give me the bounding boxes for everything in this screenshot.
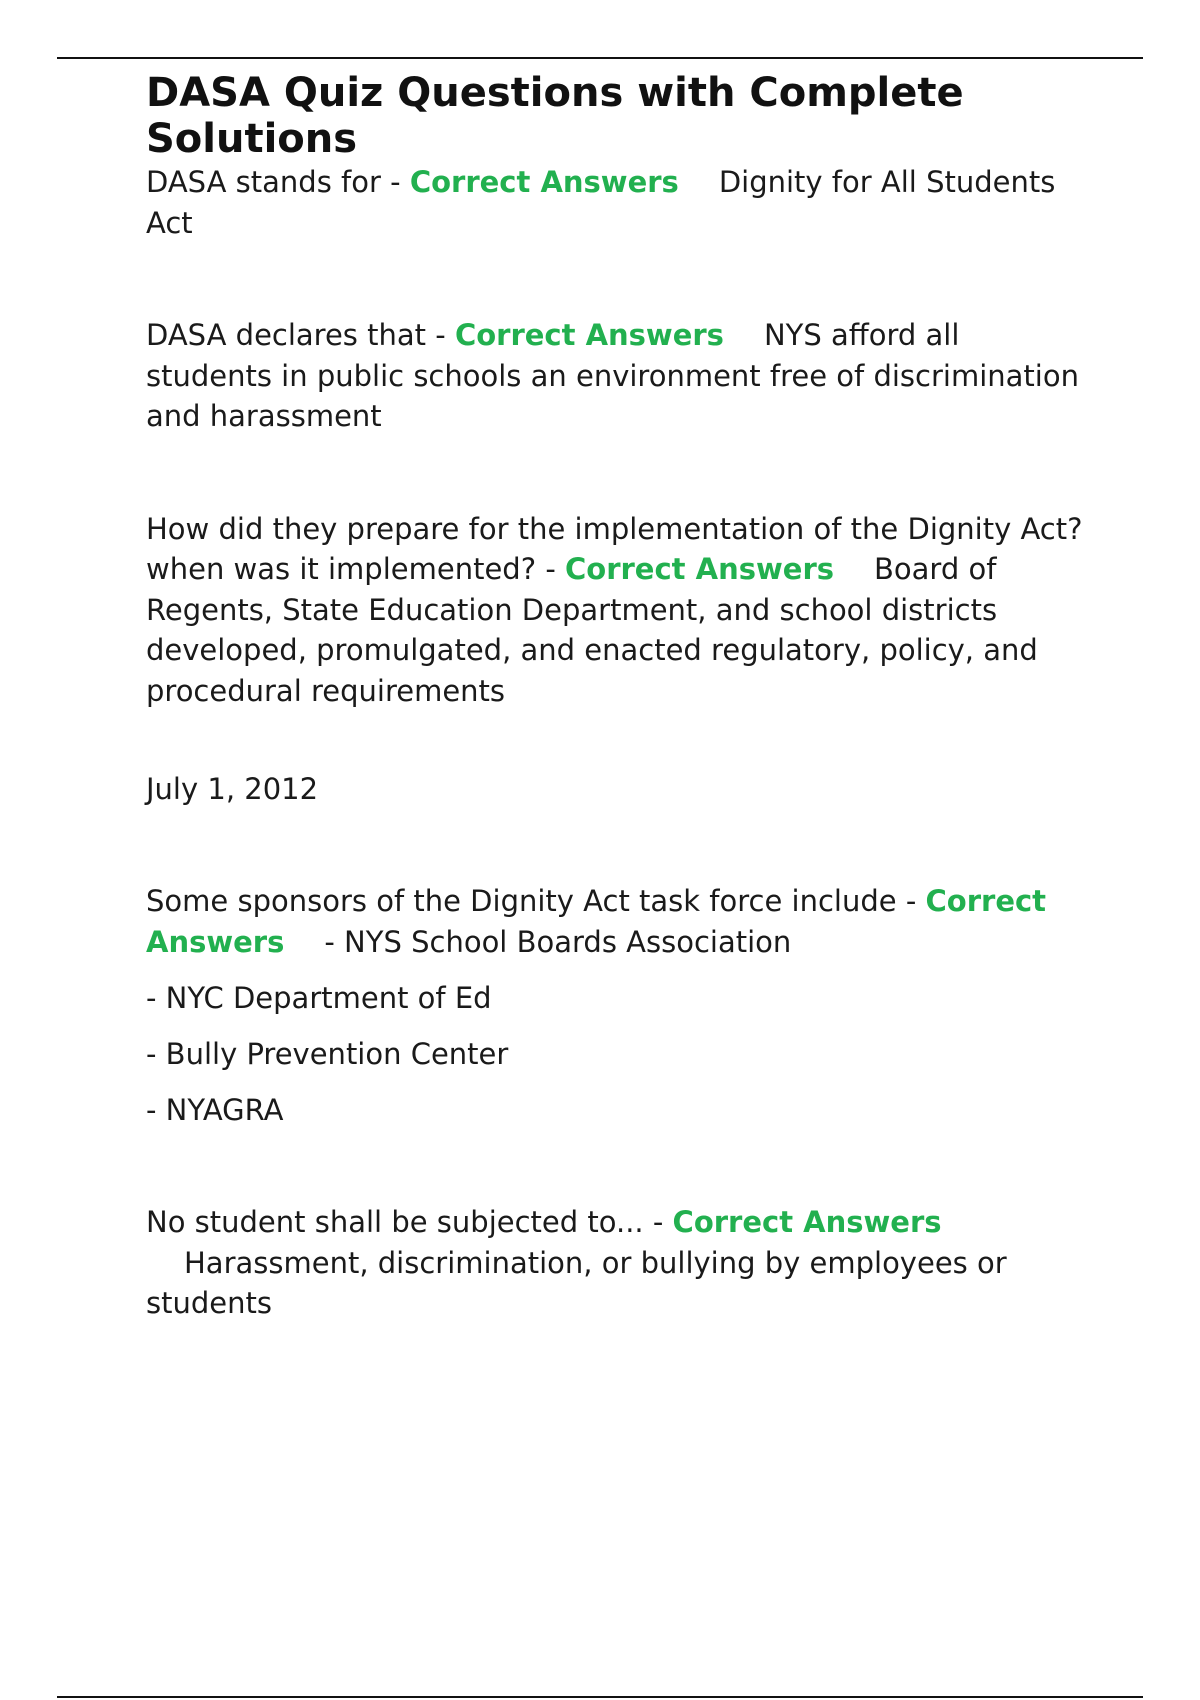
qa-item-5 bbox=[146, 1202, 1086, 1324]
qa-item-4 bbox=[146, 881, 1086, 962]
answer-text: - NYS School Boards Association bbox=[324, 924, 792, 959]
implementation-date: July 1, 2012 bbox=[146, 772, 319, 806]
sponsor-list-item: - NYC Department of Ed bbox=[146, 981, 492, 1015]
correct-answers-tag: Correct Answers bbox=[565, 552, 835, 586]
qa-item-2 bbox=[146, 315, 1086, 437]
question-text: DASA declares that - bbox=[146, 318, 455, 352]
correct-answers-tag: Correct Answers bbox=[672, 1205, 942, 1239]
top-rule bbox=[57, 57, 1143, 59]
answer-text: Dignity for All Students Act bbox=[146, 165, 1056, 240]
bottom-rule bbox=[57, 1696, 1143, 1698]
document-body bbox=[146, 70, 1086, 1324]
qa-item-1 bbox=[146, 162, 1086, 243]
correct-answers-tag: Correct Answers bbox=[146, 884, 1047, 959]
correct-answers-tag: Correct Answers bbox=[409, 165, 679, 199]
question-text: No student shall be subjected to... - bbox=[146, 1205, 673, 1239]
question-text: How did they prepare for the implementation of the Dignity Act? when was it implemented? - bbox=[146, 511, 1083, 586]
document-title: DASA Quiz Questions with Complete Solutions bbox=[146, 70, 964, 162]
sponsor-list-item: - Bully Prevention Center bbox=[146, 1037, 509, 1071]
question-text: Some sponsors of the Dignity Act task force include - bbox=[146, 884, 926, 918]
answer-text: NYS afford all students in public schools an environment free of discrimination and harassment bbox=[146, 318, 1079, 433]
answer-text: Board of Regents, State Education Department, and school districts developed, promulgated, and enacted regulatory, policy, and procedural requirements bbox=[146, 552, 1038, 708]
qa-item-3 bbox=[146, 509, 1086, 712]
answer-text: Harassment, discrimination, or bullying by employees or students bbox=[146, 1245, 1007, 1320]
correct-answers-tag: Correct Answers bbox=[454, 318, 724, 352]
sponsor-list-item: - NYAGRA bbox=[146, 1093, 284, 1127]
question-text: DASA stands for - bbox=[146, 165, 410, 199]
